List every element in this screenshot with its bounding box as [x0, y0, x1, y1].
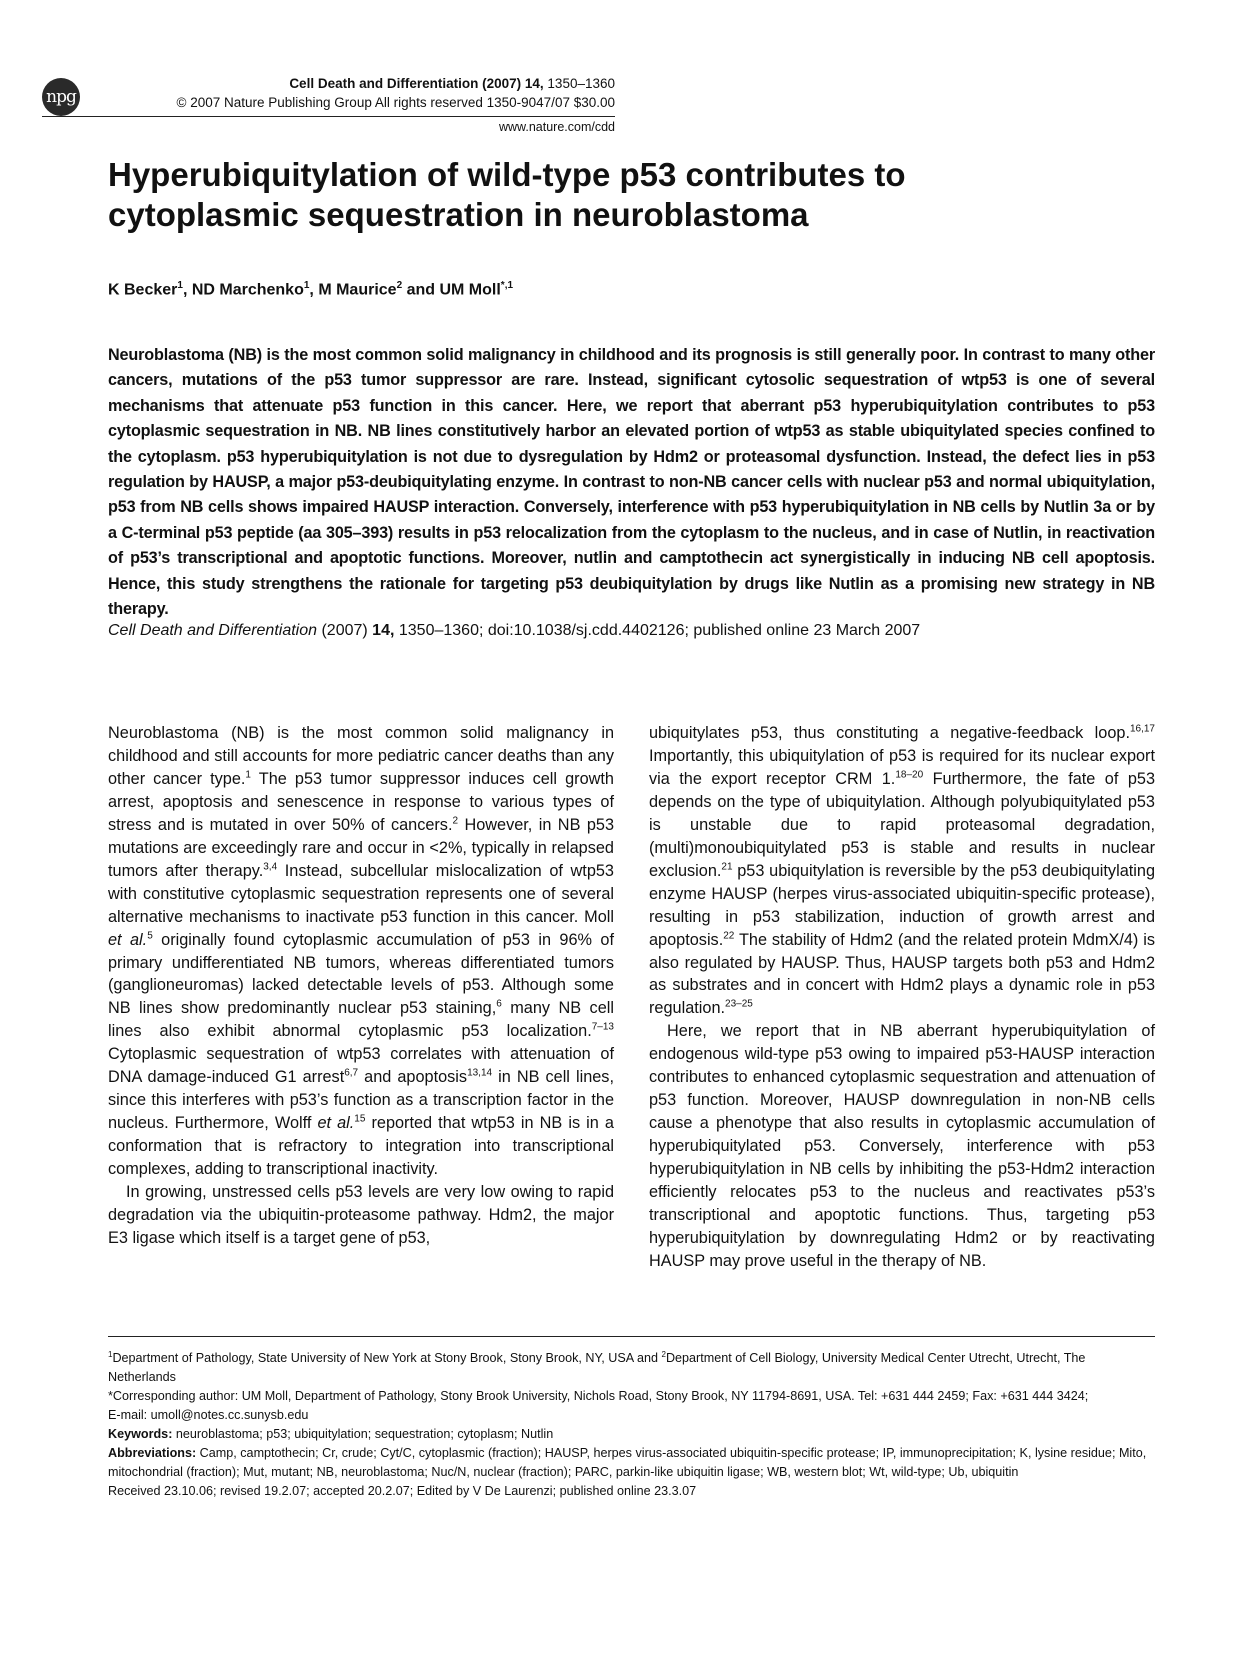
footnote-rule	[108, 1336, 1155, 1337]
author-name: UM Moll	[439, 281, 501, 299]
text-run: Neuroblastoma (NB) is the most common solid malignancy in childhood and still accounts for more pediatric cancer deaths than any other cancer type.	[108, 724, 614, 788]
author-affiliation: 2	[396, 280, 403, 291]
text-run: Instead, subcellular mislocalization of wtp53 with constitutive cytoplasmic sequestration represents one of several alternative mechanisms to inactivate p53 function in this cancer. Moll	[108, 861, 614, 926]
author-name: M Maurice	[318, 281, 397, 299]
author-list	[108, 280, 513, 299]
text-run: originally found cytoplasmic accumulation of p53 in 96% of primary undifferentiated NB tumors, whereas differentiated tumors (ganglioneuromas) lacked detectable levels of p53. Although some NB lines show predominantly nuclear p53 staining,	[108, 930, 614, 1018]
footnotes	[108, 1345, 1155, 1501]
text-run: In growing, unstressed cells p53 levels are very low owing to rapid degradation via the ubiquitin-proteasome pathway. Hdm2, the major E3 ligase which itself is a target gene of p53,	[108, 1183, 614, 1247]
text-run: and apoptosis	[358, 1068, 468, 1087]
citation-ref: 7–13	[591, 1021, 614, 1033]
corresponding-author-note: *Corresponding author: UM Moll, Department of Pathology, Stony Brook University, Nichols Road, Stony Brook, NY 11794-8691, USA. Tel: +631 444 2459; Fax: +631 444 3424;	[108, 1389, 1089, 1404]
abbreviations-note	[108, 1444, 1155, 1482]
header-rule	[42, 116, 615, 117]
abstract: Neuroblastoma (NB) is the most common solid malignancy in childhood and its prognosis is still generally poor. In contrast to many other cancers, mutations of the p53 tumor suppressor are rare. Instead, significant cytosolic sequestration of wtp53 is one of several mechanisms that attenuate p53 function in this cancer. Here, we report that aberrant p53 hyperubiquitylation contributes to p53 cytoplasmic sequestration in NB. NB lines constitutively harbor an elevated portion of wtp53 as stable ubiquitylated species confined to the cytoplasm. p53 hyperubiquitylation is not due to dysregulation by Hdm2 or proteasomal dysfunction. Instead, the defect lies in p53 regulation by HAUSP, a major p53-deubiquitylating enzyme. In contrast to non-NB cancer cells with nuclear p53 and normal ubiquitylation, p53 from NB cells shows impaired HAUSP interaction. Conversely, interference with p53 hyperubiquitylation in NB cells by Nutlin 3a or by a C-terminal p53 peptide (aa 305–393) results in p53 relocalization from the cytoplasm to the nucleus, and in case of Nutlin, in reactivation of p53’s transcriptional and apoptotic functions. Moreover, nutlin and camptothecin act synergistically in inducing NB cell apoptosis. Hence, this study strengthens the rationale for targeting p53 deubiquitylation by drugs like Nutlin as a promising new strategy in NB therapy.	[108, 346, 1155, 619]
italic-text: et al.	[108, 930, 148, 949]
citation-ref: 3,4	[263, 861, 278, 873]
author-separator: ,	[309, 281, 319, 299]
text-run: Furthermore, the fate of p53 depends on the type of ubiquitylation. Although polyubiquitylated p53 is unstable due to rapid proteasomal degradation, (multi)monoubiquitylated p53 is stable and results in nuclear exclusion.	[649, 769, 1156, 880]
citation-ref: 6	[496, 999, 502, 1011]
journal-website-link[interactable]: www.nature.com/cdd	[498, 120, 615, 134]
author-affiliation: *,1	[500, 280, 514, 291]
author-separator: ,	[182, 281, 192, 299]
abbreviations-label: Abbreviations:	[108, 1446, 197, 1461]
author-affiliation: 1	[177, 280, 183, 291]
keywords-text: neuroblastoma; p53; ubiquitylation; sequestration; cytoplasm; Nutlin	[172, 1427, 554, 1442]
journal-header	[170, 74, 615, 112]
citation-ref: 21	[721, 861, 733, 873]
npg-logo: npg	[42, 78, 80, 116]
journal-name: Cell Death and Differentiation	[289, 76, 479, 91]
text-run: p53 ubiquitylation is reversible by the p53 deubiquitylating enzyme HAUSP (herpes virus-associated ubiquitin-specific protease), resulting in p53 stabilization, induction of growth arrest and apoptosis.	[649, 861, 1155, 949]
keywords-note	[108, 1425, 1155, 1444]
citation-ref: 2	[661, 1350, 666, 1359]
citation-ref: 1	[108, 1350, 113, 1359]
abbreviations-text: Camp, camptothecin; Cr, crude; Cyt/C, cytoplasmic (fraction); HAUSP, herpes virus-associated ubiquitin-specific protease; IP, immunoprecipitation; K, lysine residue; Mito, mitochondrial (fraction); Mut, mutant; NB, neuroblastoma; Nuc/N, nuclear (fraction); PARC, parkin-like ubiquitin ligase; WB, western blot; Wt, wild-type; Ub, ubiquitin	[108, 1446, 1147, 1480]
text-run: in NB cell lines, since this interferes with p53’s function as a transcription factor in the nucleus. Furthermore, Wolff	[108, 1068, 614, 1133]
citation-volume: 14,	[372, 622, 395, 639]
citation-ref: 22	[723, 930, 735, 942]
body-paragraph	[649, 722, 1155, 1020]
citation-ref: 16,17	[1129, 723, 1155, 735]
text-run: Cytoplasmic sequestration of wtp53 correlates with attenuation of DNA damage-induced G1 arrest	[108, 1045, 614, 1087]
text-run: The stability of Hdm2 (and the related protein MdmX/4) is also regulated by HAUSP. Thus, HAUSP targets both p53 and Hdm2 as substrates and in concert with Hdm2 plays a dynamic role in p53 regulation.	[649, 930, 1155, 1018]
citation-ref: 23–25	[725, 999, 753, 1011]
text-run: Here, we report that in NB aberrant hyperubiquitylation of endogenous wild-type p53 owing to impaired p53-HAUSP interaction contributes to enhanced cytoplasmic sequestration and attenuation of p53 function. Moreover, HAUSP downregulation in non-NB cells cause a phenotype that also results in cytoplasmic accumulation of hyperubiquitylated p53. Conversely, interference with p53 hyperubiquitylation in NB cells by inhibiting the p53-Hdm2 interaction efficiently relocates p53 to the nucleus and reactivates p53’s transcriptional and apoptotic functions. Thus, targeting p53 hyperubiquitylation by downregulating Hdm2 or by reactivating HAUSP may prove useful in the therapy of NB.	[649, 1022, 1155, 1270]
citation-year: (2007)	[321, 622, 368, 639]
author-name: K Becker	[108, 281, 178, 299]
citation-ref: 1	[245, 769, 251, 781]
article-title: Hyperubiquitylation of wild-type p53 contributes to cytoplasmic sequestration in neuroblastoma	[108, 156, 906, 233]
text-run: Department of Cell Biology, University Medical Center Utrecht, Utrecht, The Netherlands	[108, 1351, 1086, 1385]
author-affiliation: 1	[303, 280, 310, 291]
italic-text: et al.	[317, 1114, 355, 1133]
citation-ref: 18–20	[895, 769, 924, 781]
text-run: many NB cell lines also exhibit abnormal cytoplasmic p53 localization.	[108, 999, 614, 1041]
copyright-line: © 2007 Nature Publishing Group All rights reserved 1350-9047/07 $30.00	[176, 95, 615, 110]
journal-year-volume: (2007) 14,	[482, 76, 544, 91]
journal-pages: 1350–1360	[547, 76, 615, 91]
citation-ref: 5	[147, 930, 153, 942]
body-column-left	[108, 722, 614, 1250]
body-paragraph	[108, 722, 614, 1181]
email-note[interactable]: E-mail: umoll@notes.cc.sunysb.edu	[108, 1408, 309, 1423]
affiliations-note	[108, 1345, 1155, 1387]
received-note: Received 23.10.06; revised 19.2.07; accepted 20.2.07; Edited by V De Laurenzi; published online 23.3.07	[108, 1484, 697, 1499]
author-separator: and	[402, 281, 440, 299]
text-run: However, in NB p53 mutations are exceedingly rare and occur in <2%, typically in relapsed tumors after therapy.	[108, 815, 614, 880]
author-name: ND Marchenko	[191, 281, 304, 299]
text-run: Importantly, this ubiquitylation of p53 is required for its nuclear export via the export receptor CRM 1.	[649, 746, 1155, 788]
citation-ref: 2	[452, 815, 459, 827]
citation-ref: 15	[354, 1113, 366, 1125]
text-run: The p53 tumor suppressor induces cell growth arrest, apoptosis and senescence in response to various types of stress and is mutated in over 50% of cancers.	[108, 769, 614, 834]
citation-ref: 6,7	[344, 1067, 359, 1079]
text-run: ubiquitylates p53, thus constituting a negative-feedback loop.	[649, 724, 1130, 742]
citation-line	[108, 620, 1155, 642]
citation-journal: Cell Death and Differentiation	[108, 622, 318, 639]
body-paragraph	[649, 1020, 1155, 1272]
text-run: Department of Pathology, State University of New York at Stony Brook, Stony Brook, NY, USA and	[112, 1351, 662, 1366]
body-paragraph	[108, 1181, 614, 1250]
keywords-label: Keywords:	[108, 1427, 173, 1442]
citation-ref: 13,14	[467, 1067, 493, 1079]
citation-details: 1350–1360; doi:10.1038/sj.cdd.4402126; published online 23 March 2007	[398, 622, 921, 639]
body-column-right	[649, 722, 1155, 1273]
text-run: reported that wtp53 in NB is in a conformation that is refractory to integration into transcriptional complexes, adding to transcriptional inactivity.	[108, 1114, 614, 1179]
